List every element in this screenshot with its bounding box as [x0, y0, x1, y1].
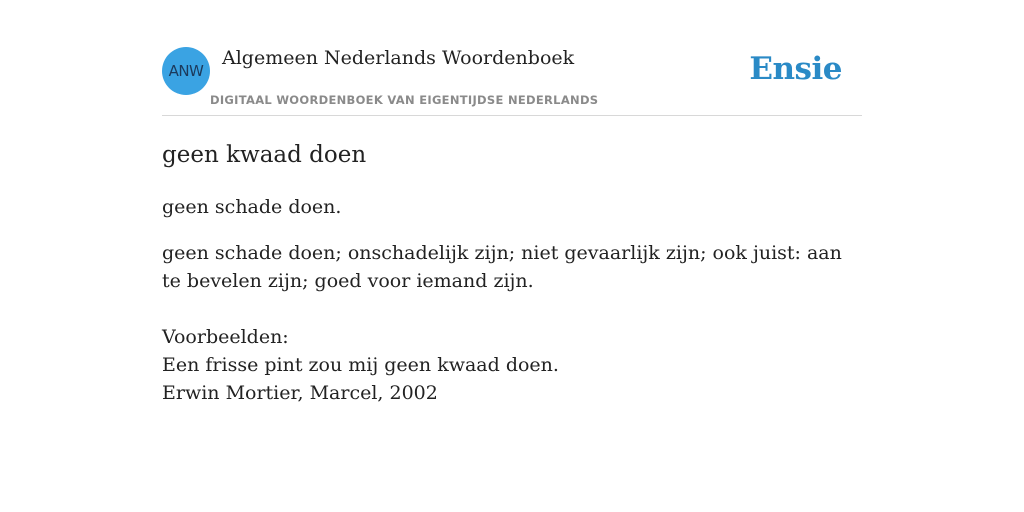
- entry-card: [162, 0, 862, 404]
- short-definition: geen schade doen.: [162, 196, 342, 218]
- site-title[interactable]: Algemeen Nederlands Woordenboek: [222, 47, 575, 69]
- anw-logo[interactable]: [162, 47, 210, 95]
- site-header: [162, 0, 862, 116]
- site-subtitle: DIGITAAL WOORDENBOEK VAN EIGENTIJDSE NEDERLANDS: [210, 93, 599, 107]
- definition: geen schade doen; onschadelijk zijn; niet gevaarlijk zijn; ook juist: aan te bevelen zijn; goed voor iemand zijn.: [162, 242, 842, 292]
- logo-text: ANW: [168, 62, 204, 80]
- example-sentence: Een frisse pint zou mij geen kwaad doen.: [162, 354, 559, 376]
- examples-block: [162, 323, 559, 407]
- headword: geen kwaad doen: [162, 142, 367, 168]
- example-source: Erwin Mortier, Marcel, 2002: [162, 382, 438, 404]
- ensie-brand-link[interactable]: Ensie: [749, 51, 842, 87]
- examples-label: Voorbeelden:: [162, 326, 289, 348]
